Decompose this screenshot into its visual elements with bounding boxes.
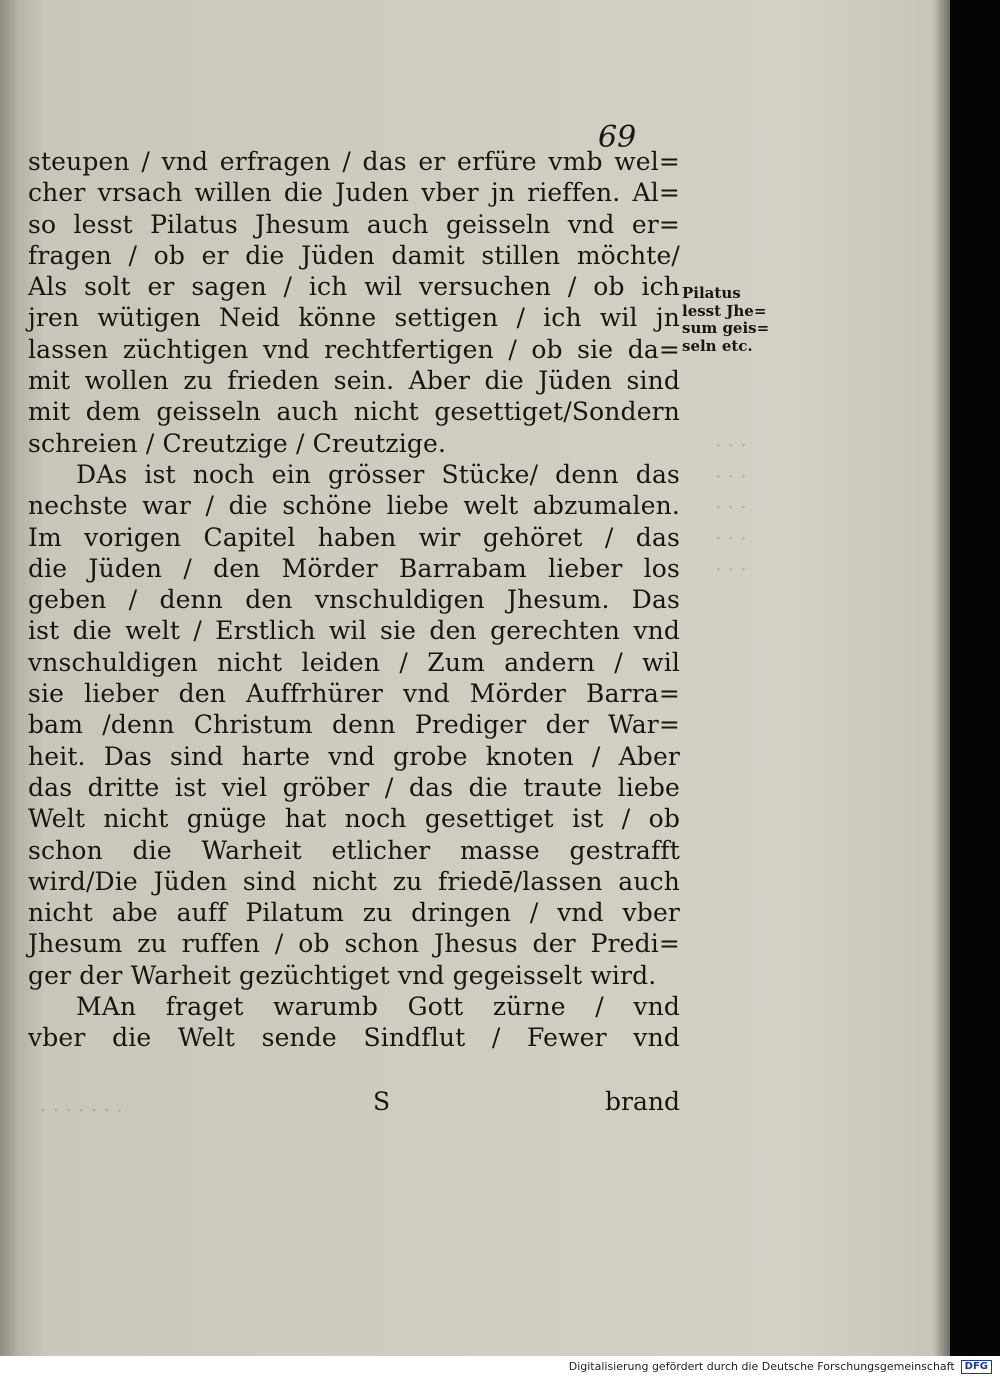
marginal-note: [682, 285, 787, 355]
funding-credit: Digitalisierung gefördert durch die Deutsche Forschungsgemeinschaft: [568, 1360, 955, 1373]
text-line: sie lieber den Auffrhürer vnd Mörder Barra=: [28, 679, 680, 709]
text-line: ist die welt / Erstlich wil sie den gerechten vnd: [28, 616, 680, 646]
marginal-note-line: sum geis=: [682, 319, 770, 337]
text-line: nechste war / die schöne liebe welt abzumalen.: [28, 491, 680, 521]
body-text: [28, 146, 680, 1054]
text-line: schreien / Creutzige / Creutzige.: [28, 428, 447, 458]
text-line: mit wollen zu frieden sein. Aber die Jüden sind: [28, 366, 680, 396]
footer-bar: [0, 1356, 1000, 1377]
text-line: fragen / ob er die Jüden damit stillen möchte/: [28, 240, 680, 270]
dfg-logo-icon: DFG: [961, 1360, 992, 1374]
marginal-note-line: Pilatus: [682, 284, 741, 302]
text-line: wird/Die Jüden sind nicht zu friedē/lassen auch: [28, 866, 680, 896]
text-line: heit. Das sind harte vnd grobe knoten / Aber: [28, 741, 680, 771]
text-line: lassen züchtigen vnd rechtfertigen / ob sie da=: [28, 334, 680, 364]
text-line: DAs ist noch ein grösser Stücke/ denn das: [76, 459, 680, 489]
show-through-text: · · · · · · · · · · · · · · ·: [715, 433, 747, 581]
page-foot: [28, 1087, 680, 1118]
text-line: geben / denn den vnschuldigen Jhesum. Das: [28, 585, 680, 615]
text-line: Welt nicht gnüge hat noch gesettiget ist / ob: [28, 804, 680, 834]
text-line: die Jüden / den Mörder Barrabam lieber los: [28, 553, 680, 583]
text-line: steupen / vnd erfragen / das er erfüre vmb wel=: [28, 147, 680, 176]
page-number: 69: [598, 120, 637, 155]
text-line: Im vorigen Capitel haben wir gehöret / das: [28, 522, 680, 552]
text-line: Als solt er sagen / ich wil versuchen / ob ich: [28, 272, 680, 302]
text-line: das dritte ist viel gröber / das die traute liebe: [28, 772, 680, 802]
signature-mark: S: [373, 1087, 391, 1116]
text-line: nicht abe auff Pilatum zu dringen / vnd vber: [28, 898, 680, 928]
text-line: bam /denn Christum denn Prediger der War=: [28, 710, 680, 740]
text-line: schon die Warheit etlicher masse gestrafft: [28, 835, 680, 865]
text-line: Jhesum zu ruffen / ob schon Jhesus der Predi=: [28, 929, 680, 959]
text-line: so lesst Pilatus Jhesum auch geisseln vnd er=: [28, 209, 680, 239]
show-through-text: · · · · · · ·: [40, 1098, 123, 1122]
text-line: vnschuldigen nicht leiden / Zum andern / wil: [28, 647, 680, 677]
text-line: mit dem geisseln auch nicht gesettiget/Sondern: [28, 397, 680, 427]
text-line: cher vrsach willen die Juden vber jn rieffen. Al=: [28, 178, 680, 208]
text-line: MAn fraget warumb Gott zürne / vnd: [76, 992, 680, 1022]
text-line: vber die Welt sende Sindflut / Fewer vnd: [28, 1023, 680, 1053]
text-line: jren wütigen Neid könne settigen / ich wil jn: [28, 303, 680, 333]
marginal-note-line: seln etc.: [682, 336, 753, 355]
marginal-note-line: lesst Jhe=: [682, 301, 767, 320]
catchword: brand: [605, 1087, 680, 1116]
text-line: ger der Warheit gezüchtiget vnd gegeisselt wird.: [28, 960, 657, 990]
